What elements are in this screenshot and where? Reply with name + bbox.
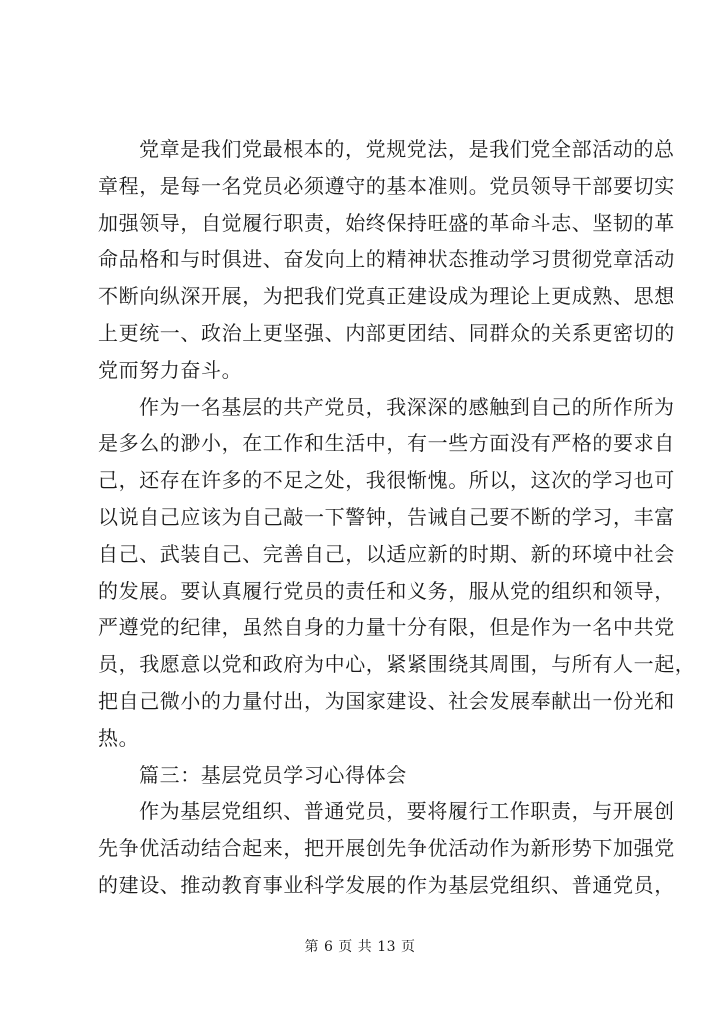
paragraph-line: 的建设、推动教育事业科学发展的作为基层党组织、普通党员， bbox=[98, 873, 675, 897]
paragraph-line: 党而努力奋斗。 bbox=[98, 358, 243, 382]
paragraph-line: 作为一名基层的共产党员，我深深的感触到自己的所作所为 bbox=[139, 395, 675, 419]
section-heading: 篇三：基层党员学习心得体会 bbox=[139, 763, 407, 787]
paragraph-line: 先争优活动结合起来，把开展创先争优活动作为新形势下加强党 bbox=[98, 836, 675, 860]
paragraph-line: 命品格和与时俱进、奋发向上的精神状态推动学习贯彻党章活动 bbox=[98, 247, 675, 271]
paragraph-line: 热。 bbox=[98, 726, 140, 750]
paragraph-line: 作为基层党组织、普通党员，要将履行工作职责，与开展创 bbox=[139, 799, 675, 823]
paragraph-line: 把自己微小的力量付出，为国家建设、社会发展奉献出一份光和 bbox=[98, 689, 675, 713]
paragraph-line: 以说自己应该为自己敲一下警钟，告诫自己要不断的学习，丰富 bbox=[98, 505, 675, 529]
paragraph-line: 党章是我们党最根本的，党规党法，是我们党全部活动的总 bbox=[139, 137, 675, 161]
paragraph-line: 加强领导，自觉履行职责，始终保持旺盛的革命斗志、坚韧的革 bbox=[98, 211, 675, 235]
paragraph-line: 章程，是每一名党员必须遵守的基本准则。党员领导干部要切实 bbox=[98, 174, 675, 198]
paragraph-line: 的发展。要认真履行党员的责任和义务，服从党的组织和领导， bbox=[98, 579, 675, 603]
paragraph-line: 己，还存在许多的不足之处，我很惭愧。所以，这次的学习也可 bbox=[98, 468, 675, 492]
paragraph-line: 严遵党的纪律，虽然自身的力量十分有限，但是作为一名中共党 bbox=[98, 615, 675, 639]
paragraph-line: 不断向纵深开展，为把我们党真正建设成为理论上更成熟、思想 bbox=[98, 284, 675, 308]
page-number-footer: 第 6 页 共 13 页 bbox=[304, 939, 416, 955]
paragraph-line: 员，我愿意以党和政府为中心，紧紧围绕其周围，与所有人一起， bbox=[98, 652, 696, 676]
paragraph-line: 上更统一、政治上更坚强、内部更团结、同群众的关系更密切的 bbox=[98, 321, 675, 345]
paragraph-line: 是多么的渺小，在工作和生活中，有一些方面没有严格的要求自 bbox=[98, 431, 675, 455]
paragraph-line: 自己、武装自己、完善自己，以适应新的时期、新的环境中社会 bbox=[98, 542, 675, 566]
